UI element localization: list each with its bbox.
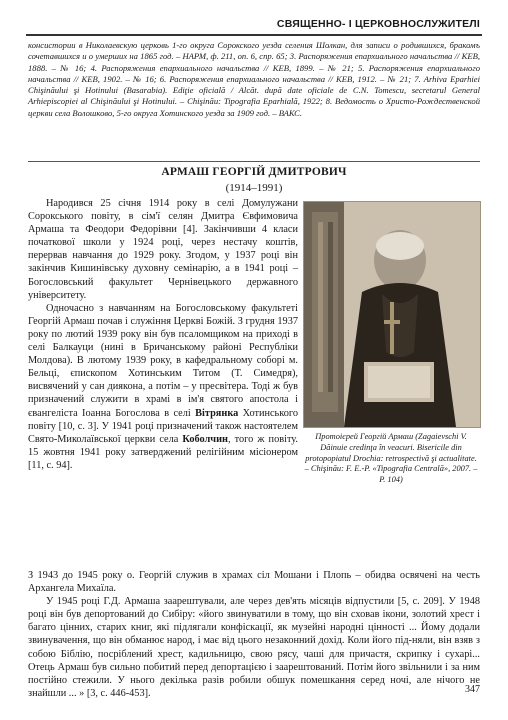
paragraph-2-continued: З 1943 до 1945 року о. Георгій служив в храмах сіл Мошани і Плопь – обидва освячені на честь Архангела Михаїла. <box>28 570 480 595</box>
article-title: АРМАШ ГЕОРГІЙ ДМИТРОВИЧ <box>161 166 347 178</box>
article-dates: (1914–1991) <box>225 182 283 194</box>
article-column <box>28 197 298 472</box>
place-name-1: Вітрянка <box>195 407 239 419</box>
article-fullwidth <box>28 569 480 700</box>
photo-caption: Протоієрей Георгій Армаш (Zagaievschi V. Dăinuie credinţa în veacuri. Bisericile din protopopiatul Drochia: retrospectivă şi actualitate. – Chişinău: F. E.-P. «Tipografia Centrală», 2007. – P. 104) <box>304 432 478 485</box>
section-divider <box>28 161 480 162</box>
page-header <box>0 0 508 40</box>
place-name-2: Коболчин <box>182 433 228 445</box>
paragraph-1: Народився 25 січня 1914 року в селі Домулужани Сорокського повіту, в сім'ї селян Дмитра Євфимовича Армаша та Феодори Федорівни [4]. Закінчивши 4 класи початкової школи у 1924 році, через нестачу коштів, перервав навчання до 1929 року. Згодом, у 1937 році він закінчив Кишинівську духовну семінарію, а в 1941 році – Богословський факультет Чернівецького державного університету. <box>28 198 298 301</box>
paragraph-2: Одночасно з навчанням на Богословському факультеті Георгій Армаш почав і служіння Церкві Божій. З грудня 1937 року по лютий 1939 року він був псаломщиком на приході в селі Балкауци (нині в Бричанському районі Республіки Молдова). В лютому 1939 року, в кафедральному соборі м. Бельці, єпископом Хотинським Титом (Т. Симедря), висвячений у сан диякона, а потім – у пресвітера. Тоді ж був призначений служити в храмі в ім'я святого апостола і євангеліста Іоанна Богослова в селі Вітрянка Хотинського повіту [10, с. 3]. У 1941 році призначений також настоятелем Свято-Миколаївської церкви села Коболчин, того ж повіту. 15 жовтня 1941 року затверджений релігійним місіонером [11, с. 94]. <box>28 302 298 471</box>
photo-illustration <box>304 202 480 427</box>
priest-photo <box>303 201 481 428</box>
running-header-title: СВЯЩЕННО- І ЦЕРКОВНОСЛУЖИТЕЛІ <box>276 18 480 30</box>
page-number: 347 <box>465 684 480 695</box>
header-rule <box>26 34 482 36</box>
sources-list: консистории в Николаевскую церковь 1-го округа Сорокского уезда селения Шолкан, для записи о родившихся, бракомъ сочетавшихся и о умерших на 1865 год. – НАРМ, ф. 211, оп. 6, спр. 65; 3. Распоряжения епархиального начальства // KEB, 1888. – № 16; 4. Распоряжения епархиального начальства // KEB, 1899. – № 21; 5. Распоряжения епархиального начальства // KEB, 1902. – № 16; 6. Распоряжения епархиального начальства // KEB, 1912. – № 21; 7. Arhiva Eparhiei Chişinăului şi Hotinului (Basarabia). Ediţie oficială / Alcăt. după date oficiale de C.N. Tomescu, secretarul General Arhiepiscopiei al Chişinăului şi Hotinului. – Chişinău: Tipografia Eparhială, 1922; 8. Ведомость о Христо-Рождественской церкви села Волошково, 5-го округа Хотинского уезда за 1909 год. – ВАКС. <box>28 40 480 118</box>
paragraph-3: У 1945 році Г.Д. Армаша заарештували, але через дев'ять місяців відпустили [5, с. 209]. У 1948 році він був депортований до Сибіру: «його звинуватили в тому, що він сховав ікони, золотий хрест і багато цінних, старих книг, які підлягали конфіскації, як музейні народні цінності ... Йому додали звинувачення, що він обманює народ, і має від цього незаконний дохід. Коли його під-няли, він взяв з собою Біблію, посріблений хрест, кадильницю, свою рясу, чаші для причастя, скрипку і сухарі... Отець Армаш був сильно побитий перед депортацією і заарештований. Потім його звільнили і за ним постійно стежили. У нього декілька разів робили обшук помешкання серед ночі, але нічого не знайшли ... » [3, с. 446-453]. <box>28 596 480 699</box>
